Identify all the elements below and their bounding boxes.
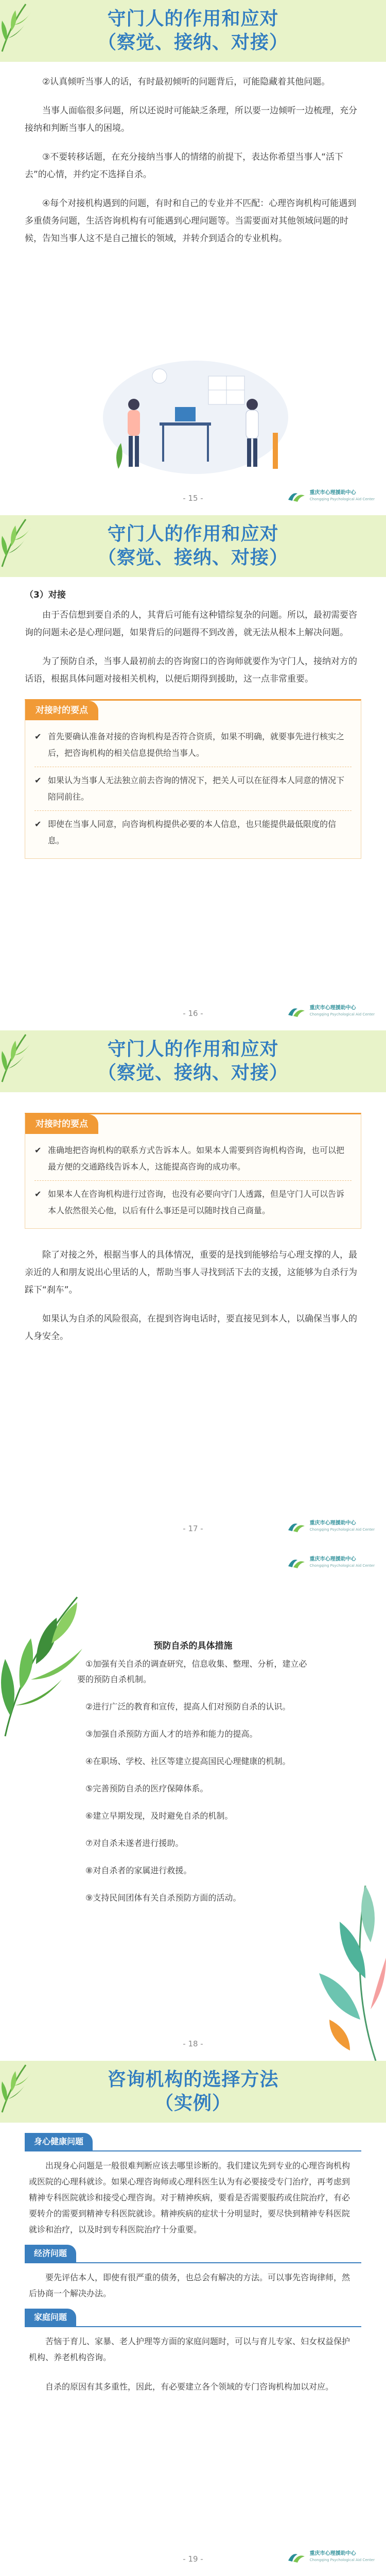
page-number: - 19 - — [183, 2554, 203, 2564]
checkmark-icon: ✔ — [34, 732, 42, 741]
logo-icon — [286, 488, 307, 504]
list-item: ③加强自杀预防方面人才的培养和能力的提高。 — [85, 1729, 258, 1739]
page-header — [0, 515, 386, 577]
section-text: 要先评估本人，即使有很严重的债务，也总会有解决的方法。可以事先咨询律师，然后协商一个解决办法。 — [29, 2273, 350, 2298]
page-15 — [0, 0, 386, 515]
section-text: 出现身心问题是一般很难判断应该去哪里诊断的。我们建议先到专业的心理咨询机构或医院的心理科就诊。如果心理咨询师或心理科医生认为有必要接受专门治疗，再考虑到精神专科医院就诊和接受心理咨询。对于精神疾病，要看是否需要服药或住院治疗，有必要转介的需要到精神专科医院就诊。精神疾病的症状十分明显时，要尽快到精神专科医院就诊和治疗，以及时到专科医院治疗十分重要。 — [29, 2161, 350, 2234]
center-logo — [286, 1004, 375, 1019]
tips-box — [25, 699, 361, 859]
closing-paragraph: 自杀的原因有其多重性，因此，有必要建立各个领域的专门咨询机构加以对应。 — [45, 2382, 334, 2392]
leaf-decoration-icon — [0, 2061, 36, 2117]
tips-list — [25, 1134, 361, 1228]
logo-name: 重庆市心理援助中心 — [309, 1005, 356, 1011]
paragraph: ③不要转移话题，在充分接纳当事人的情绪的前提下，表达你希望当事人“活下去”的心情，并约定不选择自杀。 — [25, 152, 344, 180]
list-item: ⑨支持民间团体有关自杀预防方面的活动。 — [85, 1893, 241, 1903]
page-body — [0, 62, 386, 247]
center-logo — [286, 2549, 375, 2565]
leaf-decoration-icon — [0, 515, 36, 572]
section-label: 身心健康问题 — [25, 2133, 93, 2150]
section-family — [0, 2309, 386, 2365]
section-economy — [0, 2245, 386, 2301]
page-title: 守门人的作用和应对 — [107, 1039, 279, 1060]
paragraph: 当事人面临很多问题，所以还说时可能缺乏条理，所以要一边倾听一边梳理，充分接纳和判断当事人的困境。 — [25, 106, 357, 133]
logo-name: 重庆市心理援助中心 — [309, 1556, 356, 1562]
list-item: ①加强有关自杀的调查研究，信息收集、整理、分析，建立必要的预防自杀机制。 — [77, 1659, 307, 1684]
page-number: - 15 - — [183, 494, 203, 503]
center-logo — [286, 1519, 375, 1534]
section-health — [0, 2133, 386, 2238]
logo-subtitle: Chongqing Psychological Aid Center — [309, 1528, 375, 1532]
logo-name: 重庆市心理援助中心 — [309, 2551, 356, 2556]
page-title: 守门人的作用和应对 — [107, 8, 279, 29]
page-19 — [0, 2061, 386, 2576]
tip-text: 准确地把咨询机构的联系方式告诉本人。如果本人需要到咨询机构咨询，也可以把最方便的交通路线告诉本人，这能提高咨询的成功率。 — [48, 1145, 345, 1172]
logo-subtitle: Chongqing Psychological Aid Center — [309, 497, 375, 501]
checkmark-icon: ✔ — [34, 1189, 42, 1199]
page-header — [0, 2061, 386, 2123]
tips-label: 对接时的要点 — [25, 701, 98, 720]
tips-box — [25, 1113, 361, 1229]
paragraph: ②认真倾听当事人的话，有时最初倾听的问题背后，可能隐藏着其他问题。 — [42, 77, 330, 87]
tip-text: 首先要确认准备对接的咨询机构是否符合资质，如果不明确，就要事先进行核实之后，把咨询机构的相关信息提供给当事人。 — [48, 732, 345, 758]
paragraph: 为了预防自杀，当事人最初前去的咨询窗口的咨询师就要作为守门人，接纳对方的话语，根据具体问题对接相关机构，以便后期得到援助，这一点非常重要。 — [25, 656, 357, 684]
list-item — [34, 811, 352, 854]
list-item — [34, 767, 352, 811]
list-item: ⑥建立早期发现，及时避免自杀的机制。 — [85, 1811, 233, 1821]
tips-list — [25, 720, 361, 858]
logo-subtitle: Chongqing Psychological Aid Center — [309, 1012, 375, 1016]
list-item: ⑤完善预防自杀的医疗保障体系。 — [85, 1784, 208, 1793]
tips-label: 对接时的要点 — [25, 1114, 98, 1134]
center-logo — [286, 488, 375, 504]
logo-icon — [286, 1519, 307, 1534]
page-subtitle: （察觉、接纳、对接） — [97, 32, 288, 53]
page-number: - 17 - — [183, 1524, 203, 1533]
office-illustration — [98, 355, 293, 479]
logo-subtitle: Chongqing Psychological Aid Center — [309, 2558, 375, 2562]
center-logo — [286, 1555, 375, 1570]
page-16 — [0, 515, 386, 1030]
page-body — [0, 600, 386, 688]
subheading: （3）对接 — [25, 590, 66, 600]
paragraph: 由于否信想到要自杀的人，其背后可能有这种错综复杂的问题。所以，最初需要咨询的问题未必是心理问题，如果背后的问题得不到改善，就无法从根本上解决问题。 — [25, 610, 357, 638]
page-header — [0, 1030, 386, 1092]
logo-name: 重庆市心理援助中心 — [309, 490, 356, 496]
page-title: 咨询机构的选择方法 — [107, 2069, 279, 2090]
tip-text: 如果本人在咨询机构进行过咨询，也没有必要向守门人透露，但是守门人可以告诉本人依然很关心他，以后有什么事还是可以随时找自己商量。 — [48, 1189, 345, 1215]
list-item: ⑦对自杀未遂者进行援助。 — [85, 1838, 184, 1848]
page-number: - 18 - — [183, 2039, 203, 2048]
tips-header — [25, 1114, 361, 1134]
paragraph: 如果认为自杀的风险很高，在提到咨询电话时，要直接见到本人，以确保当事人的人身安全。 — [25, 1314, 357, 1342]
logo-name: 重庆市心理援助中心 — [309, 1520, 356, 1526]
checkmark-icon: ✔ — [34, 1145, 42, 1155]
logo-icon — [286, 2549, 307, 2565]
section-text: 苦恼于育儿、家暴、老人护理等方面的家庭问题时，可以与育儿专家、妇女权益保护机构、养老机构咨询。 — [29, 2336, 350, 2362]
page-title: 守门人的作用和应对 — [107, 523, 279, 545]
logo-icon — [286, 1004, 307, 1019]
checkmark-icon: ✔ — [34, 819, 42, 829]
section-label: 经济问题 — [25, 2245, 76, 2262]
tip-text: 如果认为当事人无法独立前去咨询的情况下，把关人可以在征得本人同意的情况下陪同前往。 — [48, 775, 345, 802]
page-subtitle: （察觉、接纳、对接） — [97, 547, 288, 568]
leaf-decoration-icon — [0, 0, 36, 57]
list-item: ⑧对自杀者的家属进行救援。 — [85, 1866, 192, 1875]
tip-text: 即使在当事人同意，向咨询机构提供必要的本人信息，也只能提供最低限度的信息。 — [48, 819, 337, 845]
section-title: 预防自杀的具体措施 — [153, 1641, 233, 1651]
plant-decoration-right-icon — [299, 1855, 386, 2061]
leaf-decoration-icon — [0, 1030, 36, 1087]
list-item — [34, 723, 352, 767]
tips-header — [25, 701, 361, 720]
page-subtitle: （察觉、接纳、对接） — [97, 1062, 288, 1083]
logo-subtitle: Chongqing Psychological Aid Center — [309, 1564, 375, 1568]
list-item — [34, 1181, 352, 1224]
page-number: - 16 - — [183, 1009, 203, 1018]
page-header — [0, 0, 386, 62]
list-item — [34, 1137, 352, 1181]
section-label: 家庭问题 — [25, 2309, 76, 2326]
logo-icon — [286, 1555, 307, 1570]
page-body — [0, 1229, 386, 1345]
list-item: ④在职场、学校、社区等建立提高国民心理健康的机制。 — [85, 1756, 291, 1766]
paragraph: 除了对接之外，根据当事人的具体情况，重要的是找到能够给与心理支撑的人，最亲近的人和朋友说出心里话的人，帮助当事人寻找到活下去的支援，这能够为自杀行为踩下“刹车”。 — [25, 1250, 357, 1295]
page-18 — [0, 1546, 386, 2061]
checkmark-icon: ✔ — [34, 775, 42, 785]
plant-decoration-left-icon — [0, 1587, 98, 1741]
page-17 — [0, 1030, 386, 1546]
paragraph: ④每个对接机构遇到的问题，有时和自己的专业并不匹配：心理咨询机构可能遇到多重债务问题，生活咨询机构有可能遇到心理问题等。当需要面对其他领域问题的时候，告知当事人这不是自己擅长的领域，并转介到适合的专业机构。 — [25, 198, 357, 244]
list-item: ②进行广泛的教育和宣传，提高人们对预防自杀的认识。 — [85, 1702, 291, 1711]
page-subtitle: （实例） — [154, 2093, 231, 2114]
